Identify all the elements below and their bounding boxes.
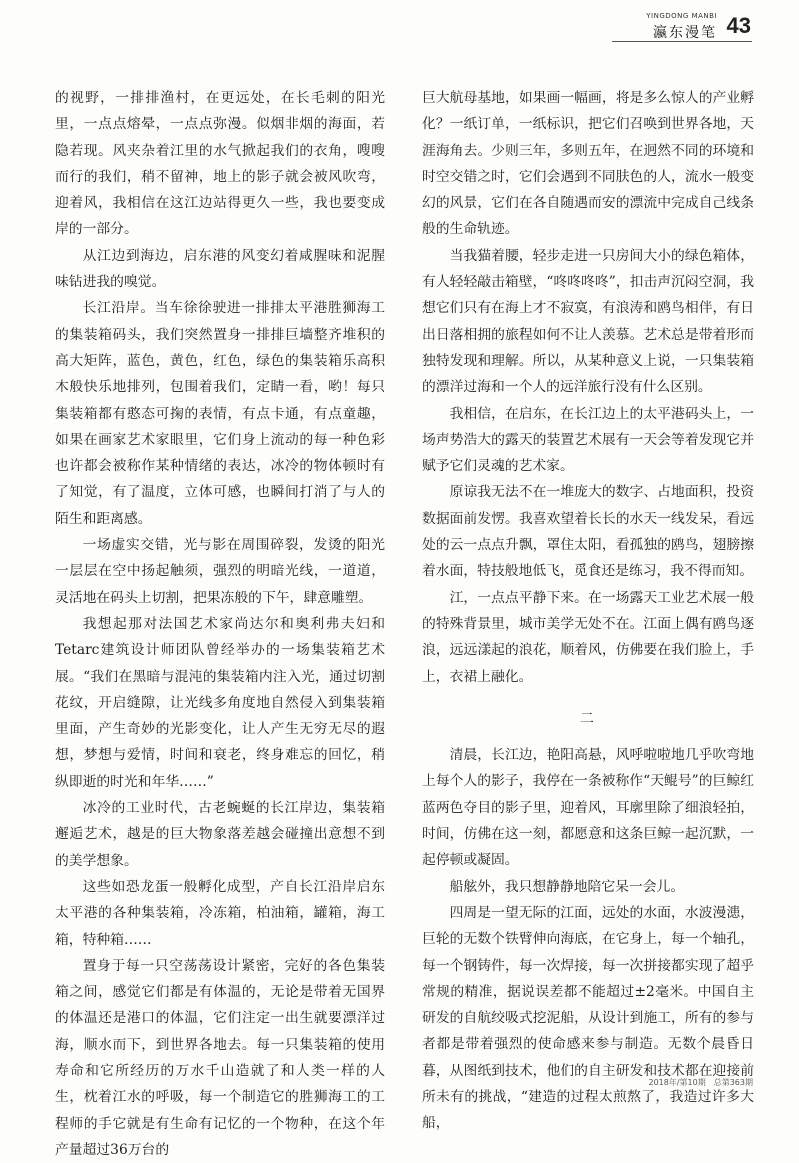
paragraph: 四周是一望无际的江面，远处的水面，水波漫漶，巨轮的无数个铁臂伸向海底，在它身上，每一个轴孔，每一个钢铸件，每一次焊接，每一次拼接都实现了超乎常规的精准，据说误差都不能超过±2毫米。中国自主研发的自航绞吸式挖泥船，从设计到施工，所有的参与者都是带着强烈的使命感来参与制造。无数个晨昏日暮，从图纸到技术，他们的自主研发和技术都在迎接前所未有的挑战，“建造的过程太煎熬了，我造过许多大船，: [422, 904, 754, 1132]
paragraph: 冰冷的工业时代，古老蜿蜒的长江岸边，集装箱邂逅艺术，越是的巨大物象落差越会碰撞出意想不到的美学想象。: [55, 800, 385, 869]
paragraph: 的视野，一排排渔村，在更远处，在长毛刺的阳光里，一点点熔晕，一点点弥漫。似烟非烟的海面，若隐若现。风夹杂着江里的水气掀起我们的衣角，嗖嗖而行的我们，稍不留神，地上的影子就会被风吹弯，迎着风，我相信在这江边站得更久一些，我也要变成岸的一部分。: [55, 90, 385, 238]
paragraph: 这些如恐龙蛋一般孵化成型，产自长江沿岸启东太平港的各种集装箱，冷冻箱，柏油箱，罐箱，海工箱，特种箱……: [55, 878, 385, 948]
paragraph: 原谅我无法不在一堆庞大的数字、占地面积，投资数据面前发愣。我喜欢望着长长的水天一线发呆，看远处的云一点点升飘，罩住太阳，看孤独的鸥鸟，翅膀擦着水面，特技般地低飞，觅食还是练习，我不得而知。: [422, 484, 754, 580]
paragraph: 置身于每一只空荡荡设计紧密，完好的各色集装箱之间，感觉它们都是有体温的，无论是带着无国界的体温还是港口的体温，它们注定一出生就要漂洋过海，顺水而下，到世界各地去。每一只集装箱的使用寿命和它所经历的万水千山造就了和人类一样的人生，枕着江水的呼吸，每一个制造它的胜狮海工的工程师的手它就是有生命有记忆的一个物种，在这个年产量超过36万台的: [55, 957, 385, 1158]
page-number: 43: [726, 13, 751, 38]
paragraph: 当我猫着腰，轻步走进一只房间大小的绿色箱体，有人轻轻敲击箱壁，“咚咚咚咚”，扣击声沉闷空洞，我想它们只有在海上才不寂寞，有浪涛和鸥鸟相伴，有日出日落相拥的旅程如何不让人羡慕。艺术总是带着形而独特发现和理解。所以，从某种意义上说，一只集装箱的漂洋过海和一个人的远洋旅行没有什么区别。: [422, 247, 754, 396]
paragraph: 长江沿岸。当车徐徐驶进一排排太平港胜狮海工的集装箱码头，我们突然置身一排排巨墙整齐堆积的高大矩阵，蓝色，黄色，红色，绿色的集装箱乐高积木般快乐地排列，包围着我们，定睛一看，哟！每只集装箱都有憨态可掬的表情，有点卡通，有点童趣，如果在画家艺术家眼里，它们身上流动的每一种色彩也许都会被称作某种情绪的表达，冰冷的物体顿时有了知觉，有了温度，立体可感，也瞬间打消了与人的陌生和距离感。: [55, 300, 385, 527]
magazine-name-en: YINGDONG MANBI: [646, 12, 717, 20]
left-column: [55, 85, 385, 1163]
page-header: [0, 0, 799, 60]
right-column: [422, 85, 754, 1137]
paragraph: 一场虚实交错，光与影在周围碎裂，发烫的阳光一层层在空中扬起触须，强烈的明暗光线，一道道，灵活地在码头上切割，把果冻般的下午，肆意雕塑。: [55, 537, 385, 606]
paragraph: 江，一点点平静下来。在一场露天工业艺术展一般的特殊背景里，城市美学无处不在。江面上偶有鸥鸟逐浪，远远漾起的浪花，顺着风，仿佛要在我们脸上，手上，衣裙上融化。: [422, 589, 754, 685]
paragraph: 清晨，长江边，艳阳高悬，风呼啦啦地几乎吹弯地上每个人的影子，我停在一条被称作“天鲲号”的巨鲸红蓝两色夺目的影子里，迎着风，耳廓里除了细浪轻拍，时间，仿佛在这一刻，都愿意和这条巨鲸一起沉默，一起停顿或凝固。: [422, 747, 754, 869]
issue-info: 2018年/第10期 总第363期: [648, 1078, 753, 1087]
section-number: 二: [580, 710, 596, 727]
header-masthead: [591, 11, 751, 41]
paragraph: 我相信，在启东，在长江边上的太平港码头上，一场声势浩大的露天的装置艺术展有一天会等着发现它并赋予它们灵魂的艺术家。: [422, 405, 754, 475]
paragraph: 巨大航母基地，如果画一幅画，将是多么惊人的产业孵化？一纸订单，一纸标识，把它们召唤到世界各地，天涯海角去。少则三年，多则五年，在迥然不同的环境和时空交错之时，它们会遇到不同肤色的人，流水一般变幻的风景，它们在各自随遇而安的漂流中完成自己线条般的生命轨迹。: [422, 90, 754, 238]
paragraph: 我想起那对法国艺术家尚达尔和奥利弗夫妇和Tetarc建筑设计师团队曾经举办的一场集装箱艺术展。“我们在黑暗与混沌的集装箱内注入光，通过切割花纹，开启缝隙，让光线多角度地自然侵入到集装箱里面，产生奇妙的光影变化，让人产生无穷无尽的遐想，梦想与爱情，时间和衰老，终身难忘的回忆，稍纵即逝的时光和年华……”: [55, 615, 385, 790]
header-rule: [612, 41, 752, 42]
paragraph: 船舷外，我只想静静地陪它呆一会儿。: [449, 878, 685, 895]
magazine-name-cn: 瀛东漫笔: [653, 25, 717, 41]
paragraph: 从江边到海边，启东港的风变幻着咸腥味和泥腥味钻进我的嗅觉。: [55, 247, 385, 291]
